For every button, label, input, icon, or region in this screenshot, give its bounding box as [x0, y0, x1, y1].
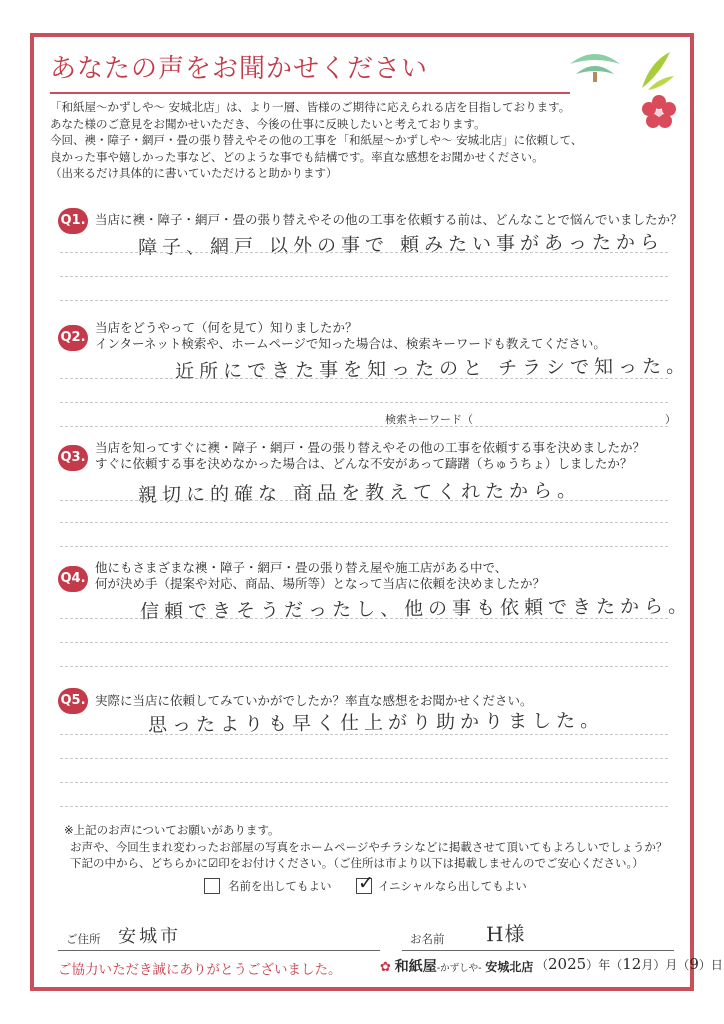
- name-ok-checkbox[interactable]: [204, 878, 220, 894]
- name-value[interactable]: H様: [485, 921, 526, 947]
- intro-line: 良かった事や嬉しかった事など、どのような事でも結構です。率直な感想をお聞かせください。: [50, 149, 544, 164]
- bamboo-leaf-icon: [636, 48, 676, 92]
- thanks-message: ご協力いただき誠にありがとうございました。: [58, 962, 342, 978]
- ruled-line: [60, 276, 668, 277]
- q5-answer[interactable]: 思ったよりも早く仕上がり助かりました。: [147, 709, 605, 737]
- ruled-line: [60, 300, 668, 301]
- title-underline: [50, 92, 570, 94]
- ruled-line: [60, 546, 668, 547]
- q3-answer[interactable]: 親切に的確な 商品を教えてくれたから。: [137, 479, 582, 507]
- date-month[interactable]: 12: [622, 955, 642, 973]
- q3-question: [95, 440, 645, 472]
- notice-line: 下記の中から、どちらかに☑印をお付けください。（ご住所は市より以下は掲載しませんのでご安心ください。）: [70, 856, 644, 870]
- date-unit-day: ）日: [698, 958, 723, 972]
- brand-store: 安城北店: [485, 960, 534, 974]
- q4-answer[interactable]: 信頼できそうだったし、他の事も依頼できたから。: [139, 595, 693, 623]
- ruled-line: [60, 734, 668, 735]
- date-unit-year: ）年（: [586, 958, 623, 972]
- q1-question: [95, 212, 683, 228]
- date-unit-month: ）月（: [653, 958, 690, 972]
- ruled-line: [60, 522, 668, 523]
- initial-ok-label: イニシャルなら出してもよい: [378, 879, 527, 893]
- page-title: あなたの声をお聞かせください: [50, 54, 429, 84]
- initial-ok-checkbox[interactable]: [356, 872, 374, 894]
- search-keyword-close: ）: [665, 413, 676, 426]
- q1-answer[interactable]: 障子、網戸 以外の事で 頼みたい事があったから: [137, 231, 665, 259]
- intro-text: [50, 99, 690, 182]
- ruled-line: [60, 378, 668, 379]
- brand-kana: -かずしや-: [436, 963, 482, 974]
- question-line: インターネット検索や、ホームページで知った場合は、検索キーワードも教えてください。: [95, 336, 606, 351]
- ruled-line: [60, 666, 668, 667]
- q2-answer[interactable]: 近所にできた事を知ったのと チラシで知った。: [174, 355, 691, 383]
- q4-badge: Q4.: [58, 566, 88, 592]
- intro-line: （出来るだけ具体的に書いていただけると助かります）: [50, 166, 338, 180]
- notice-line: ※上記のお声についてお願いがあります。: [64, 823, 280, 837]
- question-line: 当店に襖・障子・網戸・畳の張り替えやその他の工事を依頼する前は、どんなことで悩んでいましたか？: [95, 212, 683, 227]
- q2-question: [95, 320, 606, 352]
- question-line: 当店をどうやって（何を見て）知りましたか？: [95, 320, 358, 335]
- address-line: [58, 950, 380, 951]
- question-line: 他にもさまざまな襖・障子・網戸・畳の張り替え屋や施工店がある中で、: [95, 560, 508, 575]
- ruled-line: [60, 426, 668, 427]
- date-paren: （: [536, 958, 549, 972]
- consent-notice: [64, 822, 667, 872]
- ruled-line: [60, 642, 668, 643]
- q3-badge: Q3.: [58, 445, 88, 471]
- date-field: [536, 955, 723, 973]
- ruled-line: [60, 402, 668, 403]
- question-line: 何が決め手（提案や対応、商品、場所等）となって当店に依頼を決めましたか？: [95, 576, 546, 591]
- q1-badge: Q1.: [58, 208, 88, 234]
- question-line: 当店を知ってすぐに襖・障子・網戸・畳の張り替えやその他の工事を依頼する事を決めましたか？: [95, 440, 646, 455]
- search-keyword-label: 検索キーワード（: [385, 413, 473, 426]
- q4-question: [95, 560, 545, 592]
- ruled-line: [60, 806, 668, 807]
- question-line: 実際に当店に依頼してみていかがでしたか？率直な感想をお聞かせください。: [95, 693, 533, 708]
- brand-logo-icon: ✿: [380, 960, 391, 975]
- ruled-line: [60, 618, 668, 619]
- date-year[interactable]: 2025: [548, 955, 587, 973]
- name-ok-label: 名前を出してもよい: [228, 879, 332, 893]
- check-mark-icon: ✓: [358, 872, 374, 894]
- ruled-line: [60, 782, 668, 783]
- q5-badge: Q5.: [58, 688, 88, 714]
- address-value[interactable]: 安城市: [117, 925, 182, 948]
- q2-badge: Q2.: [58, 325, 88, 351]
- name-label: お名前: [410, 932, 445, 946]
- name-line: [402, 950, 674, 951]
- ruled-line: [60, 252, 668, 253]
- address-label: ご住所: [66, 932, 101, 946]
- question-line: すぐに依頼する事を決めなかった場合は、どんな不安があって躊躇（ちゅうちょ）しましたか？: [95, 456, 633, 471]
- date-day[interactable]: 9: [689, 955, 699, 973]
- intro-line: あなた様のご意見をお聞かせいただき、今後の仕事に反映したいと考えております。: [50, 116, 486, 131]
- brand-name: 和紙屋: [394, 959, 437, 975]
- pine-icon: [566, 44, 624, 84]
- brand: [380, 956, 533, 976]
- notice-line: お声や、今回生まれ変わったお部屋の写真をホームページやチラシなどに掲載させて頂いてもよろしいでしょうか？: [70, 839, 668, 854]
- date-month-handwritten-unit: 月: [641, 958, 654, 972]
- intro-line: 今回、襖・障子・網戸・畳の張り替えやその他の工事を「和紙屋〜かずしや〜 安城北店」に依頼して、: [50, 133, 583, 147]
- ruled-line: [60, 758, 668, 759]
- intro-line: 「和紙屋〜かずしや〜 安城北店」は、より一層、皆様のご期待に応えられる店を目指しております。: [50, 100, 571, 114]
- ruled-line: [60, 500, 668, 501]
